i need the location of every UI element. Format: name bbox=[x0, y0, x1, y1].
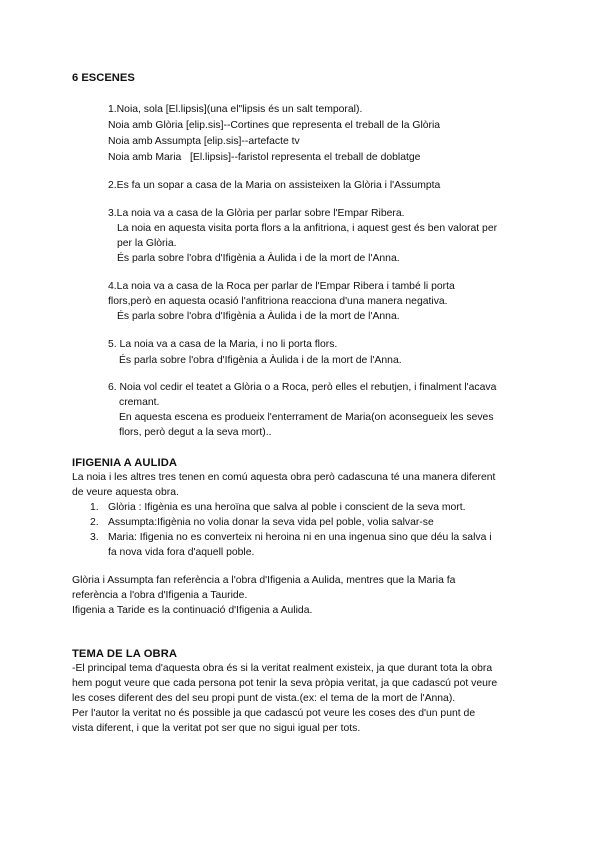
scene-3-line: La noia en aquesta visita porta flors a la anfitriona, i aquest gest és ben valorat per bbox=[117, 223, 498, 234]
scene-4-line: És parla sobre l'obra d'Ifigènia a Àulida i de la mort de l'Anna. bbox=[117, 311, 400, 322]
list-item-assumpta: Assumpta:Ifigènia no volia donar la seva vida pel poble, volia salvar-se bbox=[108, 517, 434, 528]
scene-6-line: flors, però degut a la seva mort).. bbox=[119, 427, 272, 438]
scene-1-line: Noia amb Maria [El.lipsis]--faristol representa el treball de doblatge bbox=[108, 152, 421, 163]
scene-1-line: Noia amb Assumpta [elip.sis]--artefacte tv bbox=[108, 136, 300, 147]
list-number: 1. bbox=[90, 502, 99, 513]
tema-paragraph-line: hem pogut veure que cada persona pot tenir la seva pròpia veritat, ja que cadascú pot veure bbox=[72, 678, 498, 689]
scene-4-line: 4.La noia va a casa de la Roca per parlar de l'Empar Ribera i també li porta bbox=[108, 281, 455, 292]
scene-3-line: 3.La noia va a casa de la Glòria per parlar sobre l'Empar Ribera. bbox=[108, 208, 405, 219]
ifigenia-outro-line: Glòria i Assumpta fan referència a l'obra d'Ifigenia a Aulida, mentres que la Maria fa bbox=[72, 575, 456, 586]
section-heading-escenes: 6 ESCENES bbox=[72, 72, 135, 84]
tema-paragraph-line: -El principal tema d'aquesta obra és si la veritat realment existeix, ja que durant tota la obra bbox=[72, 663, 493, 674]
section-heading-tema: TEMA DE LA OBRA bbox=[72, 648, 178, 660]
ifigenia-intro-line: de veure aquesta obra. bbox=[72, 487, 179, 498]
scene-6-line: En aquesta escena es produeix l'enterrament de Maria(on aconsegueix les seves bbox=[119, 412, 494, 423]
list-number: 3. bbox=[90, 532, 99, 543]
section-heading-ifigenia: IFIGENIA A AULIDA bbox=[72, 457, 178, 469]
scene-5-line: És parla sobre l'obra d'Ifigènia a Àulida i de la mort de l'Anna. bbox=[119, 355, 402, 366]
scene-6-line: cremant. bbox=[119, 397, 160, 408]
tema-paragraph-line: les coses diferent des del seu propi punt de vista.(ex: el tema de la mort de l'Anna). bbox=[72, 693, 456, 704]
list-number: 2. bbox=[90, 517, 99, 528]
tema-paragraph-line: vista diferent, i que la veritat pot ser que no sigui igual per tots. bbox=[72, 723, 361, 734]
scene-4-line: flors,però en aquesta ocasió l'anfitriona reacciona d'una manera negativa. bbox=[108, 296, 448, 307]
scene-6-line: 6. Noia vol cedir el teatet a Glòria o a Roca, però elles el rebutjen, i finalment l'acava bbox=[108, 382, 497, 393]
ifigenia-outro-line: referència a l'obra d'Ifigenia a Tauride. bbox=[72, 590, 248, 601]
scene-3-line: per la Glòria. bbox=[117, 238, 177, 249]
scene-1-line: 1.Noia, sola [El.lipsis](una el"lipsis és un salt temporal). bbox=[108, 104, 363, 115]
list-item-gloria: Glòria : Ifigènia es una heroïna que salva al poble i conscient de la seva mort. bbox=[108, 502, 466, 513]
tema-paragraph-line: Per l'autor la veritat no és possible ja que cadascú pot veure les coses des d'un punt de bbox=[72, 708, 476, 719]
ifigenia-outro-line: Ifigenia a Taride es la continuació d'Ifigenia a Aulida. bbox=[72, 605, 313, 616]
scene-2-line: 2.Es fa un sopar a casa de la Maria on assisteixen la Glòria i l'Assumpta bbox=[108, 180, 441, 191]
list-item-maria: fa nova vida fora d'aquell poble. bbox=[108, 547, 255, 558]
scene-1-line: Noia amb Glòria [elip.sis]--Cortines que representa el treball de la Glòria bbox=[108, 120, 441, 131]
list-item-maria: Maria: Ifigenia no es converteix ni heroina ni en una ingenua sino que déu la salva i bbox=[108, 532, 492, 543]
scene-5-line: 5. La noia va a casa de la Maria, i no li porta flors. bbox=[108, 339, 338, 350]
ifigenia-intro-line: La noia i les altres tres tenen en comú aquesta obra però cadascuna té una manera diferent bbox=[72, 472, 496, 483]
scene-3-line: És parla sobre l'obra d'Ifigènia a Àulida i de la mort de l'Anna. bbox=[117, 253, 400, 264]
